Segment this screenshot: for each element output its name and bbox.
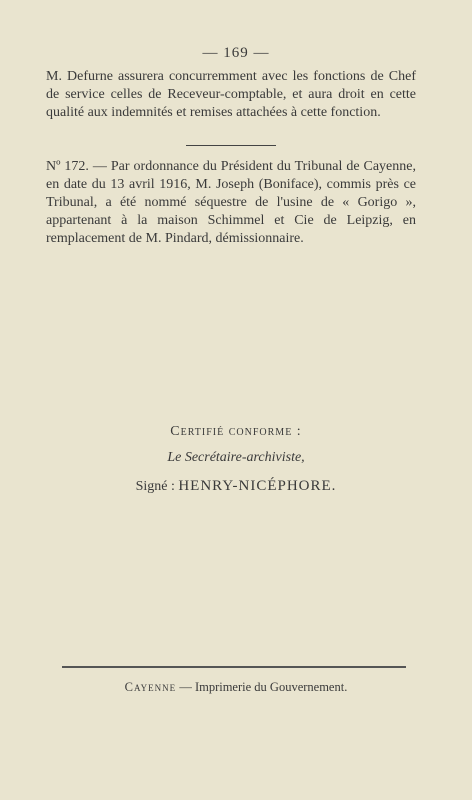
certification-signature xyxy=(0,478,472,495)
signed-prefix: Signé : xyxy=(135,479,175,494)
footer-city: Cayenne xyxy=(124,680,177,694)
paragraph-defurne: M. Defurne assurera concurremment avec les fonctions de Chef de service celles de Receveur-comptable, et aura droit en cette qualité aux indemnités et remises attachées à cette fonction. xyxy=(46,69,416,120)
footer-printer: — Imprimerie du Gouvernement. xyxy=(179,680,348,694)
footer-divider xyxy=(62,666,406,668)
certification-heading: Certifié conforme : xyxy=(170,424,302,439)
signatory-name: HENRY-NICÉPHORE. xyxy=(178,478,337,494)
paragraph-ordonnance: Nº 172. — Par ordonnance du Président du Tribunal de Cayenne, en date du 13 avril 1916, M. Joseph (Boniface), commis près ce Tribunal, a été nommé séquestre de l'usine de « Gorigo », appartenant à la maison Schimmel et Cie de Leipzig, en remplacement de M. Pindard, démissionnaire. xyxy=(46,159,416,246)
certification-role: Le Secrétaire-archiviste, xyxy=(167,450,305,465)
printer-footer xyxy=(0,680,472,695)
page-number: — 169 — xyxy=(202,45,270,61)
section-divider xyxy=(186,145,276,146)
